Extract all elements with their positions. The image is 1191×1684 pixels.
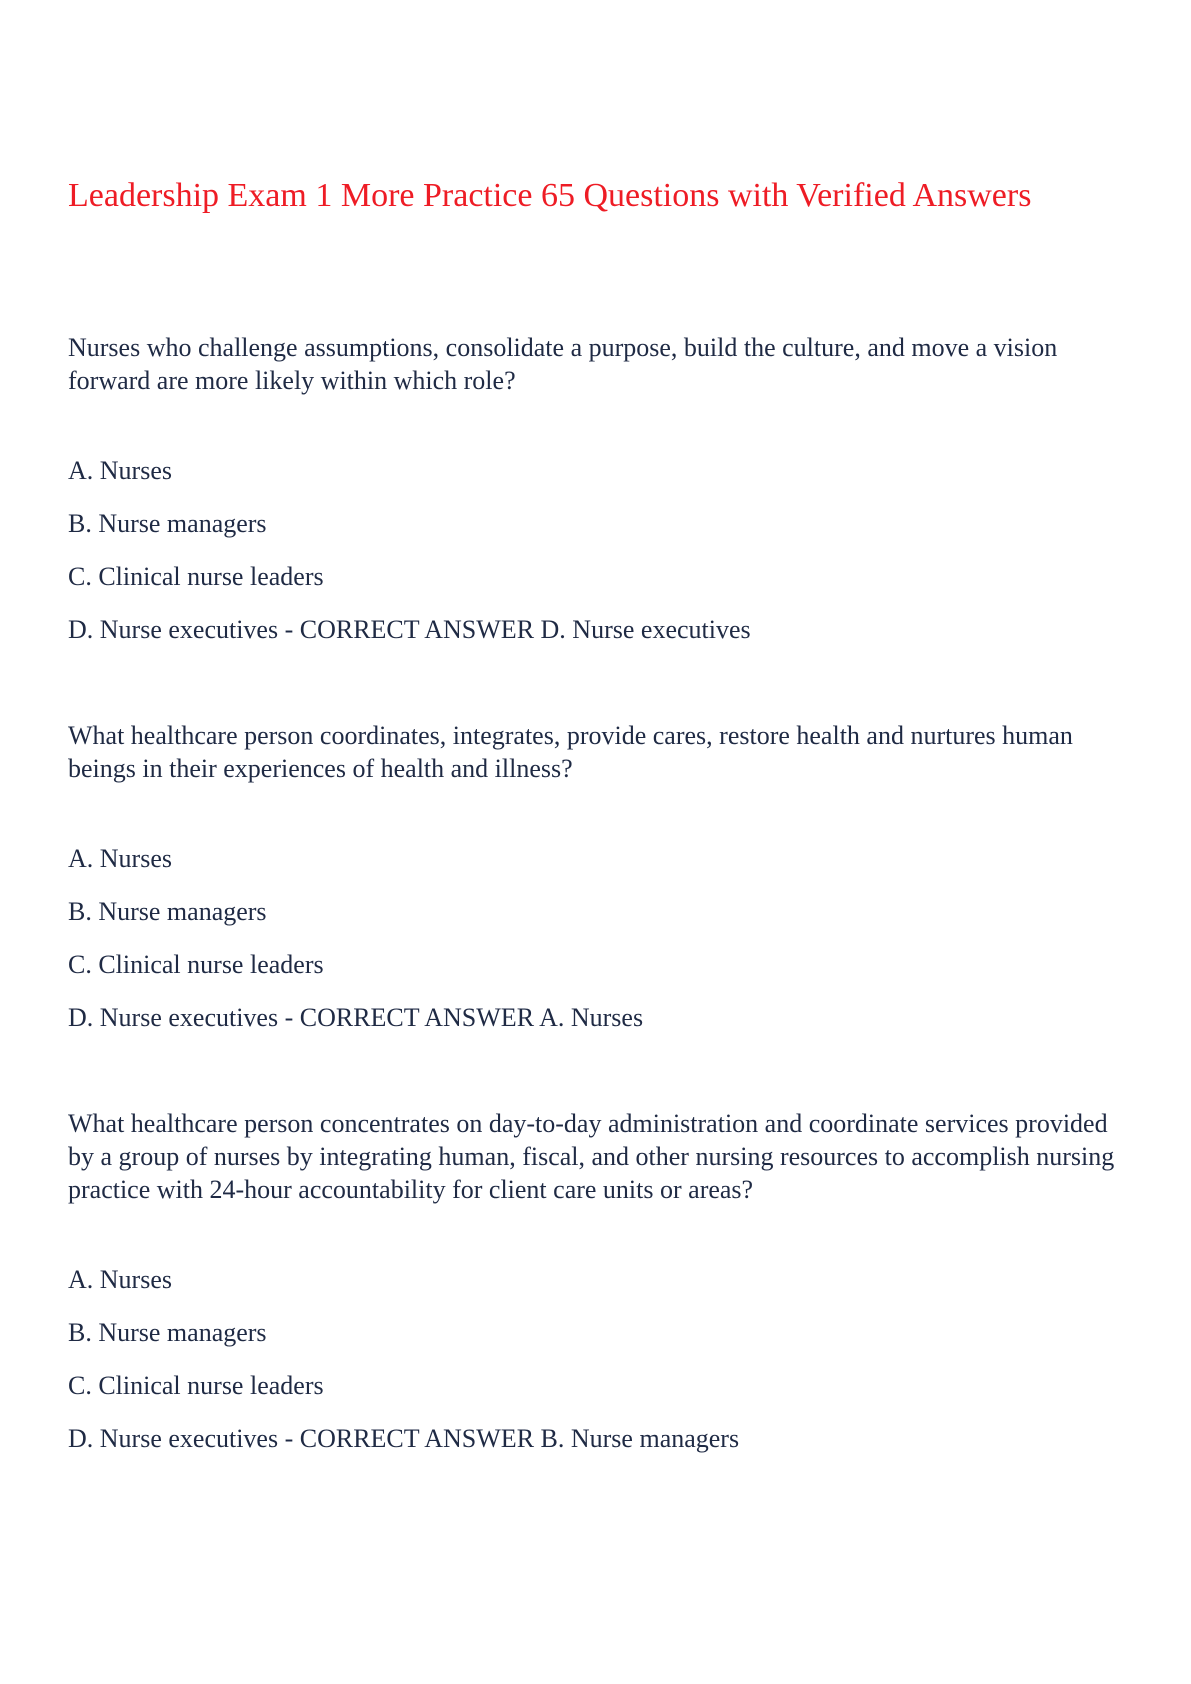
option-c: C. Clinical nurse leaders: [68, 1371, 324, 1400]
question-text: Nurses who challenge assumptions, consolidate a purpose, build the culture, and move a vision forward are more likely within which role?: [68, 333, 1058, 395]
option-d-with-answer: D. Nurse executives - CORRECT ANSWER B. Nurse managers: [68, 1424, 740, 1453]
option-c: C. Clinical nurse leaders: [68, 950, 324, 979]
question-1: [68, 331, 1118, 666]
answer-options: [68, 1263, 1118, 1475]
document-title: Leadership Exam 1 More Practice 65 Questions with Verified Answers: [68, 177, 1032, 214]
option-a: A. Nurses: [68, 1265, 172, 1294]
option-a: A. Nurses: [68, 456, 172, 485]
question-2: [68, 719, 1118, 1054]
option-d-with-answer: D. Nurse executives - CORRECT ANSWER A. Nurses: [68, 1003, 644, 1032]
question-text: What healthcare person concentrates on day-to-day administration and coordinate services provided by a group of nurses by integrating human, fiscal, and other nursing resources to accomplish nursing practice with 24-hour accountability for client care units or areas?: [68, 1109, 1115, 1204]
option-c: C. Clinical nurse leaders: [68, 562, 324, 591]
option-a: A. Nurses: [68, 844, 172, 873]
option-d-with-answer: D. Nurse executives - CORRECT ANSWER D. Nurse executives: [68, 615, 751, 644]
option-b: B. Nurse managers: [68, 1318, 267, 1347]
question-text: What healthcare person coordinates, integrates, provide cares, restore health and nurtures human beings in their experiences of health and illness?: [68, 721, 1073, 783]
answer-options: [68, 454, 1118, 666]
question-3: [68, 1107, 1118, 1475]
option-b: B. Nurse managers: [68, 509, 267, 538]
answer-options: [68, 842, 1118, 1054]
option-b: B. Nurse managers: [68, 897, 267, 926]
